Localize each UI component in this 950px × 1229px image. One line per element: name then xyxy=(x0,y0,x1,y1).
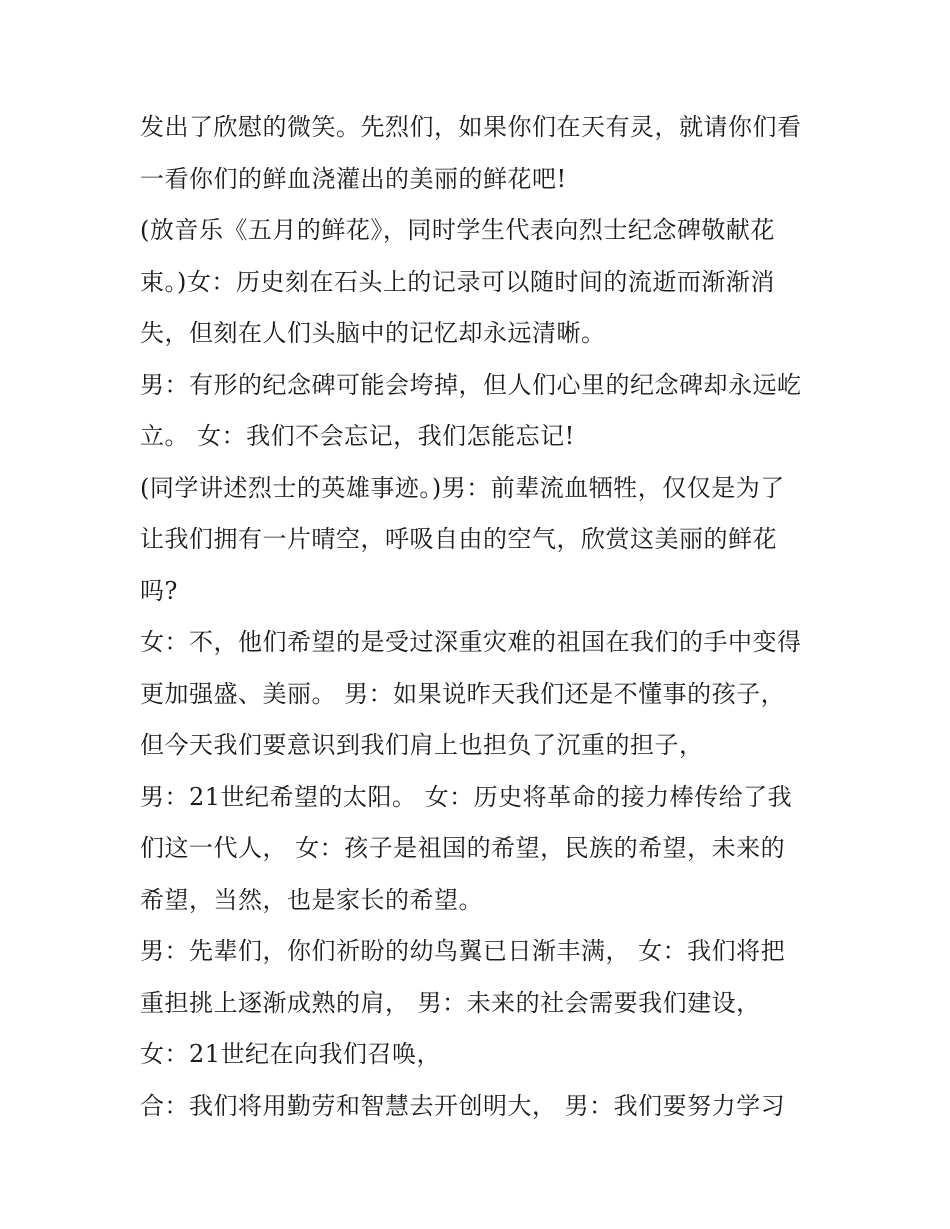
text-line: 发出了欣慰的微笑。先烈们，如果你们在天有灵，就请你们看 xyxy=(140,113,802,141)
text-line: 合：我们将用勤劳和智慧去开创明大， 男：我们要努力学习 xyxy=(140,1091,786,1120)
text-line: 希望，当然，也是家长的希望。 xyxy=(140,885,483,914)
text-line: 们这一代人， 女：孩子是祖国的希望，民族的希望，未来的 xyxy=(140,834,786,862)
text-line: 更加强盛、美丽。 男：如果说昨天我们还是不懂事的孩子， xyxy=(140,679,786,708)
text-line: 但今天我们要意识到我们肩上也担负了沉重的担子， xyxy=(140,731,704,759)
text-line: (同学讲述烈士的英雄事迹。)男：前辈流血牺牲，仅仅是为了 xyxy=(140,473,785,502)
text-line: 男：有形的纪念碑可能会垮掉，但人们心里的纪念碑却永远屹 xyxy=(140,370,802,399)
document-body xyxy=(140,102,840,1132)
text-line: 失，但刻在人们头脑中的记忆却永远清晰。 xyxy=(140,319,606,347)
text-line: 女：不，他们希望的是受过深重灾难的祖国在我们的手中变得 xyxy=(140,628,802,656)
text-line: 吗? xyxy=(140,576,178,605)
text-line: 男：先辈们，你们祈盼的幼鸟翼已日渐丰满， 女：我们将把 xyxy=(140,937,786,965)
text-line: 重担挑上逐渐成熟的肩， 男：未来的社会需要我们建设， xyxy=(140,988,761,1017)
text-line: 立。 女：我们不会忘记，我们怎能忘记! xyxy=(140,422,575,450)
text-line: (放音乐《五月的鲜花》，同时学生代表向烈士纪念碑敬献花 xyxy=(140,216,775,244)
text-line: 女：21世纪在向我们召唤， xyxy=(140,1040,442,1068)
text-line: 男：21世纪希望的太阳。 女：历史将革命的接力棒传给了我 xyxy=(140,782,793,811)
text-line: 一看你们的鲜血浇灌出的美丽的鲜花吧! xyxy=(140,164,567,193)
text-line: 让我们拥有一片晴空，呼吸自由的空气，欣赏这美丽的鲜花 xyxy=(140,525,777,553)
text-line: 束。)女：历史刻在石头上的记录可以随时间的流逝而渐渐消 xyxy=(140,267,775,296)
